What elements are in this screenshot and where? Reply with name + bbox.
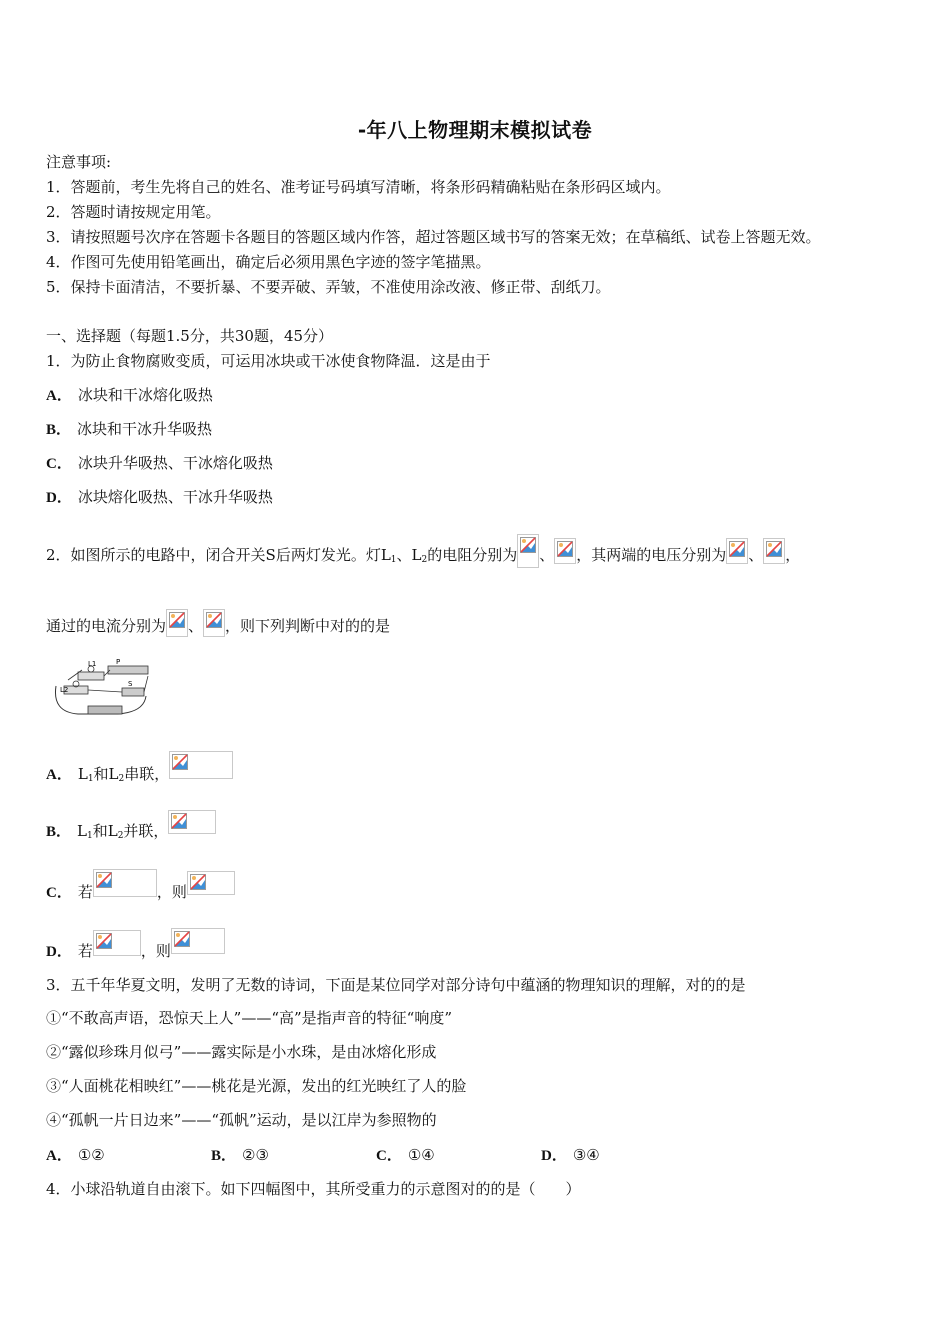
broken-image-icon (171, 928, 225, 954)
question-2-option-b (46, 810, 216, 846)
option-text: ，则 (156, 883, 187, 901)
option-text: ③④ (572, 1146, 600, 1164)
question-2-option-a (46, 751, 233, 789)
broken-image-icon (187, 871, 235, 895)
broken-image-icon (726, 538, 748, 564)
broken-image-glyph (96, 872, 112, 888)
broken-image-glyph (766, 541, 782, 557)
separator: 、 (748, 546, 764, 564)
option-label: B． (46, 422, 72, 438)
separator: 、 (539, 546, 555, 564)
stem-text: 2．如图所示的电路中，闭合开关S后两灯发光。灯L (46, 546, 391, 564)
question-1-option-b (46, 419, 212, 440)
option-text: 和L (92, 822, 118, 840)
option-text: 并联， (123, 822, 169, 840)
option-text: ①② (77, 1146, 105, 1164)
page-title: -年八上物理期末模拟试卷 (357, 118, 593, 142)
broken-image-glyph (190, 874, 206, 890)
option-label: B． (211, 1148, 237, 1164)
question-2-stem-line2 (46, 609, 390, 637)
broken-image-icon (93, 869, 157, 897)
question-3-item: ②“露似珍珠月似弓”——露实际是小水珠，是由冰熔化形成 (46, 1043, 437, 1061)
question-2-option-c (46, 869, 235, 903)
circuit-diagram (48, 656, 158, 720)
option-label: A． (46, 1148, 72, 1164)
question-1-option-c (46, 453, 273, 474)
stem-text: ， (785, 546, 801, 564)
option-text: L (77, 765, 88, 783)
notice-heading: 注意事项: (46, 153, 112, 171)
subscript: 1 (87, 774, 94, 784)
option-text: 冰块升华吸热、干冰熔化吸热 (77, 454, 273, 472)
option-text: 冰块和干冰升华吸热 (77, 420, 213, 438)
label-l1: L1 (88, 660, 97, 668)
option-label: C． (46, 456, 72, 472)
subscript: 2 (421, 555, 428, 565)
broken-image-icon (517, 534, 539, 568)
question-1-option-d (46, 487, 273, 508)
option-label: B． (46, 824, 72, 840)
stem-text: 通过的电流分别为 (46, 617, 167, 635)
broken-image-glyph (557, 541, 573, 557)
option-text: 串联， (124, 765, 170, 783)
question-2-option-d (46, 928, 225, 962)
question-1-stem: 1．为防止食物腐败变质，可运用冰块或干冰使食物降温．这是由于 (46, 352, 491, 370)
option-label: D． (46, 490, 72, 506)
notice-item: 1．答题前，考生先将自己的姓名、准考证号码填写清晰，将条形码精确粘贴在条形码区域内。 (46, 178, 671, 196)
option-text: 冰块和干冰熔化吸热 (77, 386, 213, 404)
broken-image-glyph (169, 612, 185, 628)
broken-image-icon (169, 751, 233, 779)
question-1-option-a (46, 385, 213, 406)
option-text: 冰块熔化吸热、干冰升华吸热 (77, 488, 273, 506)
question-3-options (46, 1144, 906, 1165)
subscript: 1 (390, 555, 397, 565)
stem-text: 、L (396, 546, 422, 564)
question-3-option-b (211, 1144, 376, 1165)
broken-image-icon (93, 930, 141, 956)
option-label: A． (46, 388, 72, 404)
label-p: P (116, 658, 121, 666)
notice-item: 4．作图可先使用铅笔画出，确定后必须用黑色字迹的签字笔描黑。 (46, 253, 491, 271)
broken-image-glyph (172, 754, 188, 770)
broken-image-glyph (206, 612, 222, 628)
option-text: 若 (77, 942, 93, 960)
broken-image-icon (168, 810, 216, 834)
option-label: C． (376, 1148, 402, 1164)
option-text: ②③ (242, 1146, 269, 1164)
question-3-item: ③“人面桃花相映红”——桃花是光源，发出的红光映红了人的脸 (46, 1077, 467, 1095)
broken-image-icon (554, 538, 576, 564)
question-3-item: ④“孤帆一片日边来”——“孤帆”运动，是以江岸为参照物的 (46, 1111, 437, 1129)
question-3-option-a (46, 1144, 211, 1165)
question-3-option-c (376, 1144, 541, 1165)
question-3-stem: 3．五千年华夏文明，发明了无数的诗词，下面是某位同学对部分诗句中蕴涵的物理知识的理解，对的的是 (46, 976, 746, 994)
broken-image-glyph (96, 933, 112, 949)
notice-item: 5．保持卡面清洁，不要折暴、不要弄破、弄皱，不准使用涂改液、修正带、刮纸刀。 (46, 278, 611, 296)
question-3-item: ①“不敢高声语，恐惊天上人”——“高”是指声音的特征“响度” (46, 1009, 453, 1027)
broken-image-icon (763, 538, 785, 564)
subscript: 2 (117, 831, 124, 841)
question-3-option-d (541, 1144, 706, 1165)
question-4-stem: 4．小球沿轨道自由滚下。如下四幅图中，其所受重力的示意图对的的是（ ） (46, 1180, 581, 1198)
label-s: S (128, 680, 133, 688)
broken-image-glyph (520, 537, 536, 553)
option-label: C． (46, 885, 72, 901)
subscript: 2 (118, 774, 125, 784)
option-text: ①④ (407, 1146, 435, 1164)
notice-item: 3．请按照题号次序在答题卡各题目的答题区域内作答，超过答题区域书写的答案无效；在草稿纸、试卷上答题无效。 (46, 228, 821, 246)
option-text: L (77, 822, 87, 840)
separator: 、 (188, 617, 204, 635)
option-label: A． (46, 767, 72, 783)
option-label: D． (46, 944, 72, 960)
broken-image-glyph (729, 541, 745, 557)
broken-image-glyph (171, 813, 187, 829)
broken-image-glyph (174, 931, 190, 947)
stem-text: ，其两端的电压分别为 (576, 546, 727, 564)
subscript: 1 (86, 831, 93, 841)
question-2-stem (46, 534, 800, 570)
label-l2: L2 (60, 686, 69, 694)
option-text: 若 (77, 883, 93, 901)
option-text: 和L (93, 765, 119, 783)
option-label: D． (541, 1148, 567, 1164)
broken-image-icon (203, 609, 225, 637)
stem-text: ，则下列判断中对的的是 (225, 617, 391, 635)
broken-image-icon (166, 609, 188, 637)
notice-item: 2．答题时请按规定用笔。 (46, 203, 221, 221)
section-heading: 一、选择题（每题1.5分，共30题，45分） (46, 327, 334, 345)
stem-text: 的电阻分别为 (427, 546, 518, 564)
option-text: ，则 (140, 942, 171, 960)
